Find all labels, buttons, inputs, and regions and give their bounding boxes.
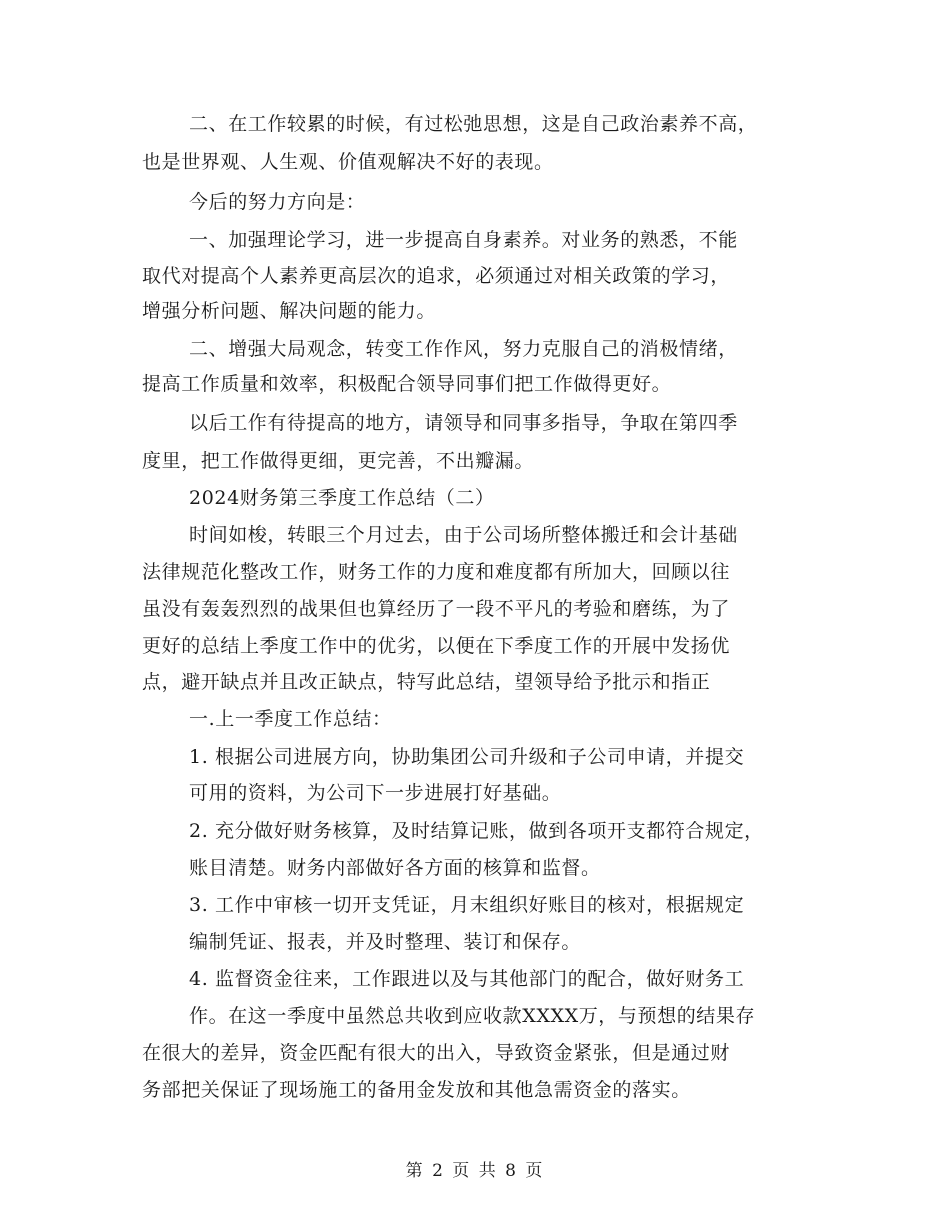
text-line: 二、增强大局观念，转变工作作风，努力克服自己的消极情绪，	[189, 338, 738, 360]
section-title: 2024财务第三季度工作总结（二）	[189, 487, 495, 509]
text-line: 二、在工作较累的时候，有过松弛思想，这是自己政治素养不高，	[189, 113, 758, 135]
text-line: 也是世界观、人生观、价值观解决不好的表现。	[142, 151, 554, 173]
page-number-footer: 第 2 页 共 8 页	[405, 1161, 545, 1181]
text-line: 务部把关保证了现场施工的备用金发放和其他急需资金的落实。	[142, 1079, 691, 1101]
text-line: 时间如梭，转眼三个月过去，由于公司场所整体搬迁和会计基础	[189, 524, 738, 546]
text-line: 提高工作质量和效率，积极配合领导同事们把工作做得更好。	[142, 373, 672, 395]
list-item-continuation: 作。在这一季度中虽然总共收到应收款XXXX万，与预想的结果存	[189, 1005, 756, 1027]
text-line: 度里，把工作做得更细，更完善，不出瓣漏。	[142, 450, 535, 472]
list-item: 1. 根据公司进展方向，协助集团公司升级和子公司申请，并提交	[189, 746, 745, 768]
text-line: 一、加强理论学习，进一步提高自身素养。对业务的熟悉，不能	[189, 229, 738, 251]
list-item-continuation: 账目清楚。财务内部做好各方面的核算和监督。	[189, 857, 601, 879]
text-line: 今后的努力方向是：	[189, 191, 366, 213]
list-item: 3. 工作中审核一切开支凭证，月末组织好账目的核对，根据规定	[189, 894, 745, 916]
text-line: 在很大的差异，资金匹配有很大的出入，导致资金紧张，但是通过财	[142, 1042, 731, 1064]
text-line: 更好的总结上季度工作中的优劣，以便在下季度工作的开展中发扬优	[142, 635, 731, 657]
list-item: 2. 充分做好财务核算，及时结算记账，做到各项开支都符合规定，	[189, 820, 764, 842]
text-line: 以后工作有待提高的地方，请领导和同事多指导，争取在第四季	[189, 412, 738, 434]
text-line: 增强分析问题、解决问题的能力。	[142, 300, 437, 322]
list-item: 4. 监督资金往来，工作跟进以及与其他部门的配合，做好财务工	[189, 968, 745, 990]
text-line: 取代对提高个人素养更高层次的追求，必须通过对相关政策的学习，	[142, 265, 731, 287]
text-line: 点，避开缺点并且改正缺点，特写此总结，望领导给予批示和指正	[142, 671, 711, 693]
text-line: 虽没有轰轰烈烈的战果但也算经历了一段不平凡的考验和磨练，为了	[142, 598, 731, 620]
list-item-continuation: 可用的资料，为公司下一步进展打好基础。	[189, 782, 562, 804]
text-line: 法律规范化整改工作，财务工作的力度和难度都有所加大，回顾以往	[142, 561, 731, 583]
list-item-continuation: 编制凭证、报表，并及时整理、装订和保存。	[189, 931, 582, 953]
subsection-heading: 一.上一季度工作总结：	[189, 708, 392, 730]
